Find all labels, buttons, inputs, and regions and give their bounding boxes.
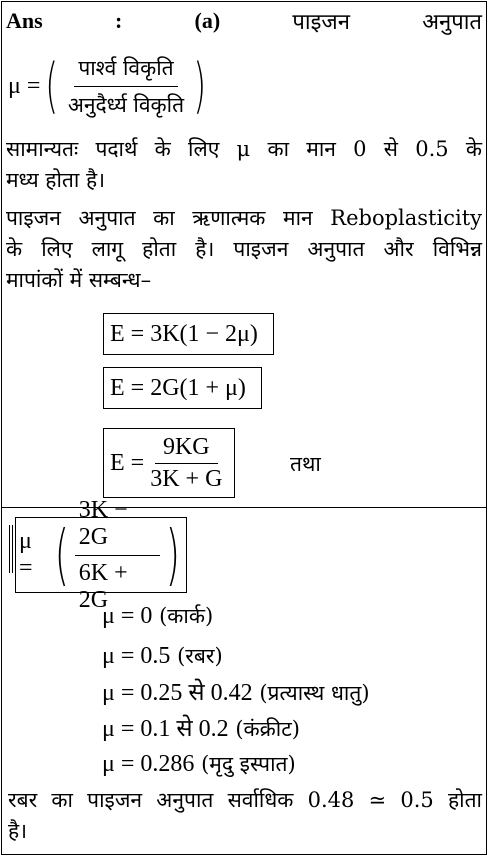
paragraph-relations-line-3: मापांकों में सम्बन्ध– — [6, 268, 152, 292]
equation-e-g-text: E = 2G(1 + μ) — [110, 375, 246, 401]
value-expr: μ = 0.25 से 0.42 — [102, 680, 253, 706]
equation-e-kg-denominator: 3K + G — [150, 465, 223, 492]
paragraph-range-line-1: सामान्यतः पदार्थ के लिए μ का मान 0 से 0.5 के — [6, 137, 482, 161]
left-paren: ( — [45, 51, 59, 121]
value-desc: (रबर) — [177, 644, 223, 668]
equation-e-kg-lhs: E = — [110, 449, 145, 476]
definition-fraction — [64, 54, 188, 119]
equation-e-k-text: E = 3K(1 − 2μ) — [110, 321, 258, 347]
value-item — [102, 750, 296, 778]
value-expr: μ = 0 — [102, 603, 153, 629]
value-item — [102, 679, 370, 707]
equation-e-k — [103, 313, 274, 355]
equation-mu-kg-lhs: μ = — [19, 528, 33, 581]
ans-label: Ans — [6, 8, 43, 33]
part-label: (a) — [194, 8, 221, 33]
equation-mu-kg-denominator: 6K + 2G — [78, 559, 128, 613]
value-expr: μ = 0.286 — [102, 751, 195, 777]
paragraph-range — [6, 134, 482, 196]
paragraph-relations — [6, 203, 482, 296]
value-expr: μ = 0.1 से 0.2 — [102, 716, 229, 742]
right-paren: ) — [193, 51, 207, 121]
value-item — [102, 642, 223, 670]
paragraph-relations-line-1: पाइजन अनुपात का ऋणात्मक मान Reboplasticity — [6, 206, 482, 230]
conclusion-line-1: रबर का पाइजन अनुपात सर्वाधिक 0.48 ≃ 0.5 होता — [8, 788, 482, 812]
conclusion-line-2: है। — [8, 819, 28, 843]
value-desc: (कार्क) — [159, 604, 214, 628]
value-item — [102, 602, 213, 630]
header-colon: : — [114, 8, 123, 33]
equation-e-kg — [103, 428, 235, 498]
conjunction-and: तथा — [290, 452, 321, 476]
value-desc: (मृदु इस्पात) — [201, 752, 296, 776]
paragraph-range-line-2: मध्य होता है। — [6, 168, 106, 192]
equation-e-g — [103, 367, 262, 409]
conclusion-paragraph — [8, 785, 482, 847]
equation-e-kg-numerator: 9KG — [155, 434, 218, 464]
value-expr: μ = 0.5 — [102, 643, 171, 669]
value-item — [102, 715, 300, 743]
answer-header — [6, 6, 482, 36]
equation-mu-kg-fraction — [75, 497, 160, 614]
value-desc: (प्रत्यास्थ धातु) — [259, 681, 370, 705]
definition-formula — [8, 44, 212, 128]
definition-lhs: μ = — [8, 72, 41, 99]
equation-mu-kg-bar — [9, 525, 13, 573]
paragraph-relations-line-2: के लिए लागू होता है। पाइजन अनुपात और विभिन्न — [6, 237, 482, 261]
definition-denominator: अनुदैर्ध्य विकृति — [67, 92, 185, 117]
topic-word-1: पाइजन — [292, 10, 350, 35]
equation-mu-kg — [15, 496, 187, 613]
equation-mu-kg-numerator: 3K − 2G — [75, 497, 160, 556]
mu-left-paren: ( — [54, 516, 69, 593]
definition-numerator: पार्श्व विकृति — [74, 54, 177, 87]
topic-word-2: अनुपात — [422, 10, 482, 35]
value-desc: (कंक्रीट) — [235, 717, 300, 741]
equation-e-kg-fraction — [148, 434, 224, 493]
mu-right-paren: ) — [166, 516, 181, 593]
